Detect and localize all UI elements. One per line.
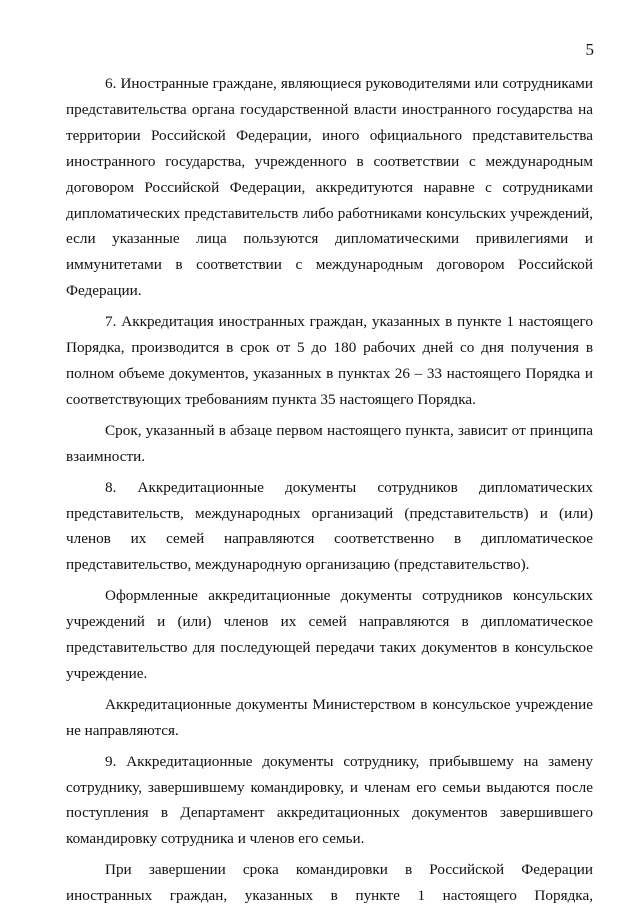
document-body — [66, 71, 593, 909]
page-number: 5 — [585, 40, 594, 59]
paragraph-item-6: 6. Иностранные граждане, являющиеся руководителями или сотрудниками представительства органа государственной власти иностранного государства на территории Российской Федерации, иного официального представительства иностранного государства, учрежденного в соответствии с международным договором Российской Федерации, аккредитуются наравне с сотрудниками дипломатических представительств либо работниками консульских учреждений, если указанные лица пользуются дипломатическими привилегиями и иммунитетами в соответствии с международным договором Российской Федерации. — [66, 75, 593, 300]
paragraph-item-9: 9. Аккредитационные документы сотруднику, прибывшему на замену сотруднику, завершившему командировку, и членам его семьи выдаются после поступления в Департамент аккредитационных документов завершившего командировку сотрудника и членов его семьи. — [66, 752, 593, 848]
paragraph-item-7: 7. Аккредитация иностранных граждан, указанных в пункте 1 настоящего Порядка, производится в срок от 5 до 180 рабочих дней со дня получения в полном объеме документов, указанных в пунктах 26 – 33 настоящего Порядка и соответствующих требованиям пункта 35 настоящего Порядка. — [66, 313, 593, 408]
paragraph-not-sent: Аккредитационные документы Министерством в консульское учреждение не направляются. — [66, 695, 593, 739]
paragraph-consular-documents: Оформленные аккредитационные документы сотрудников консульских учреждений и (или) членов их семей направляются в дипломатическое представительство для последующей передачи таких документов в консульское учреждение. — [66, 587, 593, 682]
paragraph-term-dependency: Срок, указанный в абзаце первом настоящего пункта, зависит от принципа взаимности. — [66, 421, 593, 465]
paragraph-completion: При завершении срока командировки в Российской Федерации иностранных граждан, указанных в пункте 1 настоящего Порядка, — [66, 861, 593, 905]
paragraph-item-8: 8. Аккредитационные документы сотрудников дипломатических представительств, международных организаций (представительств) и (или) членов их семей направляются соответственно в дипломатическое представительство, международную организацию (представительство). — [66, 478, 593, 574]
